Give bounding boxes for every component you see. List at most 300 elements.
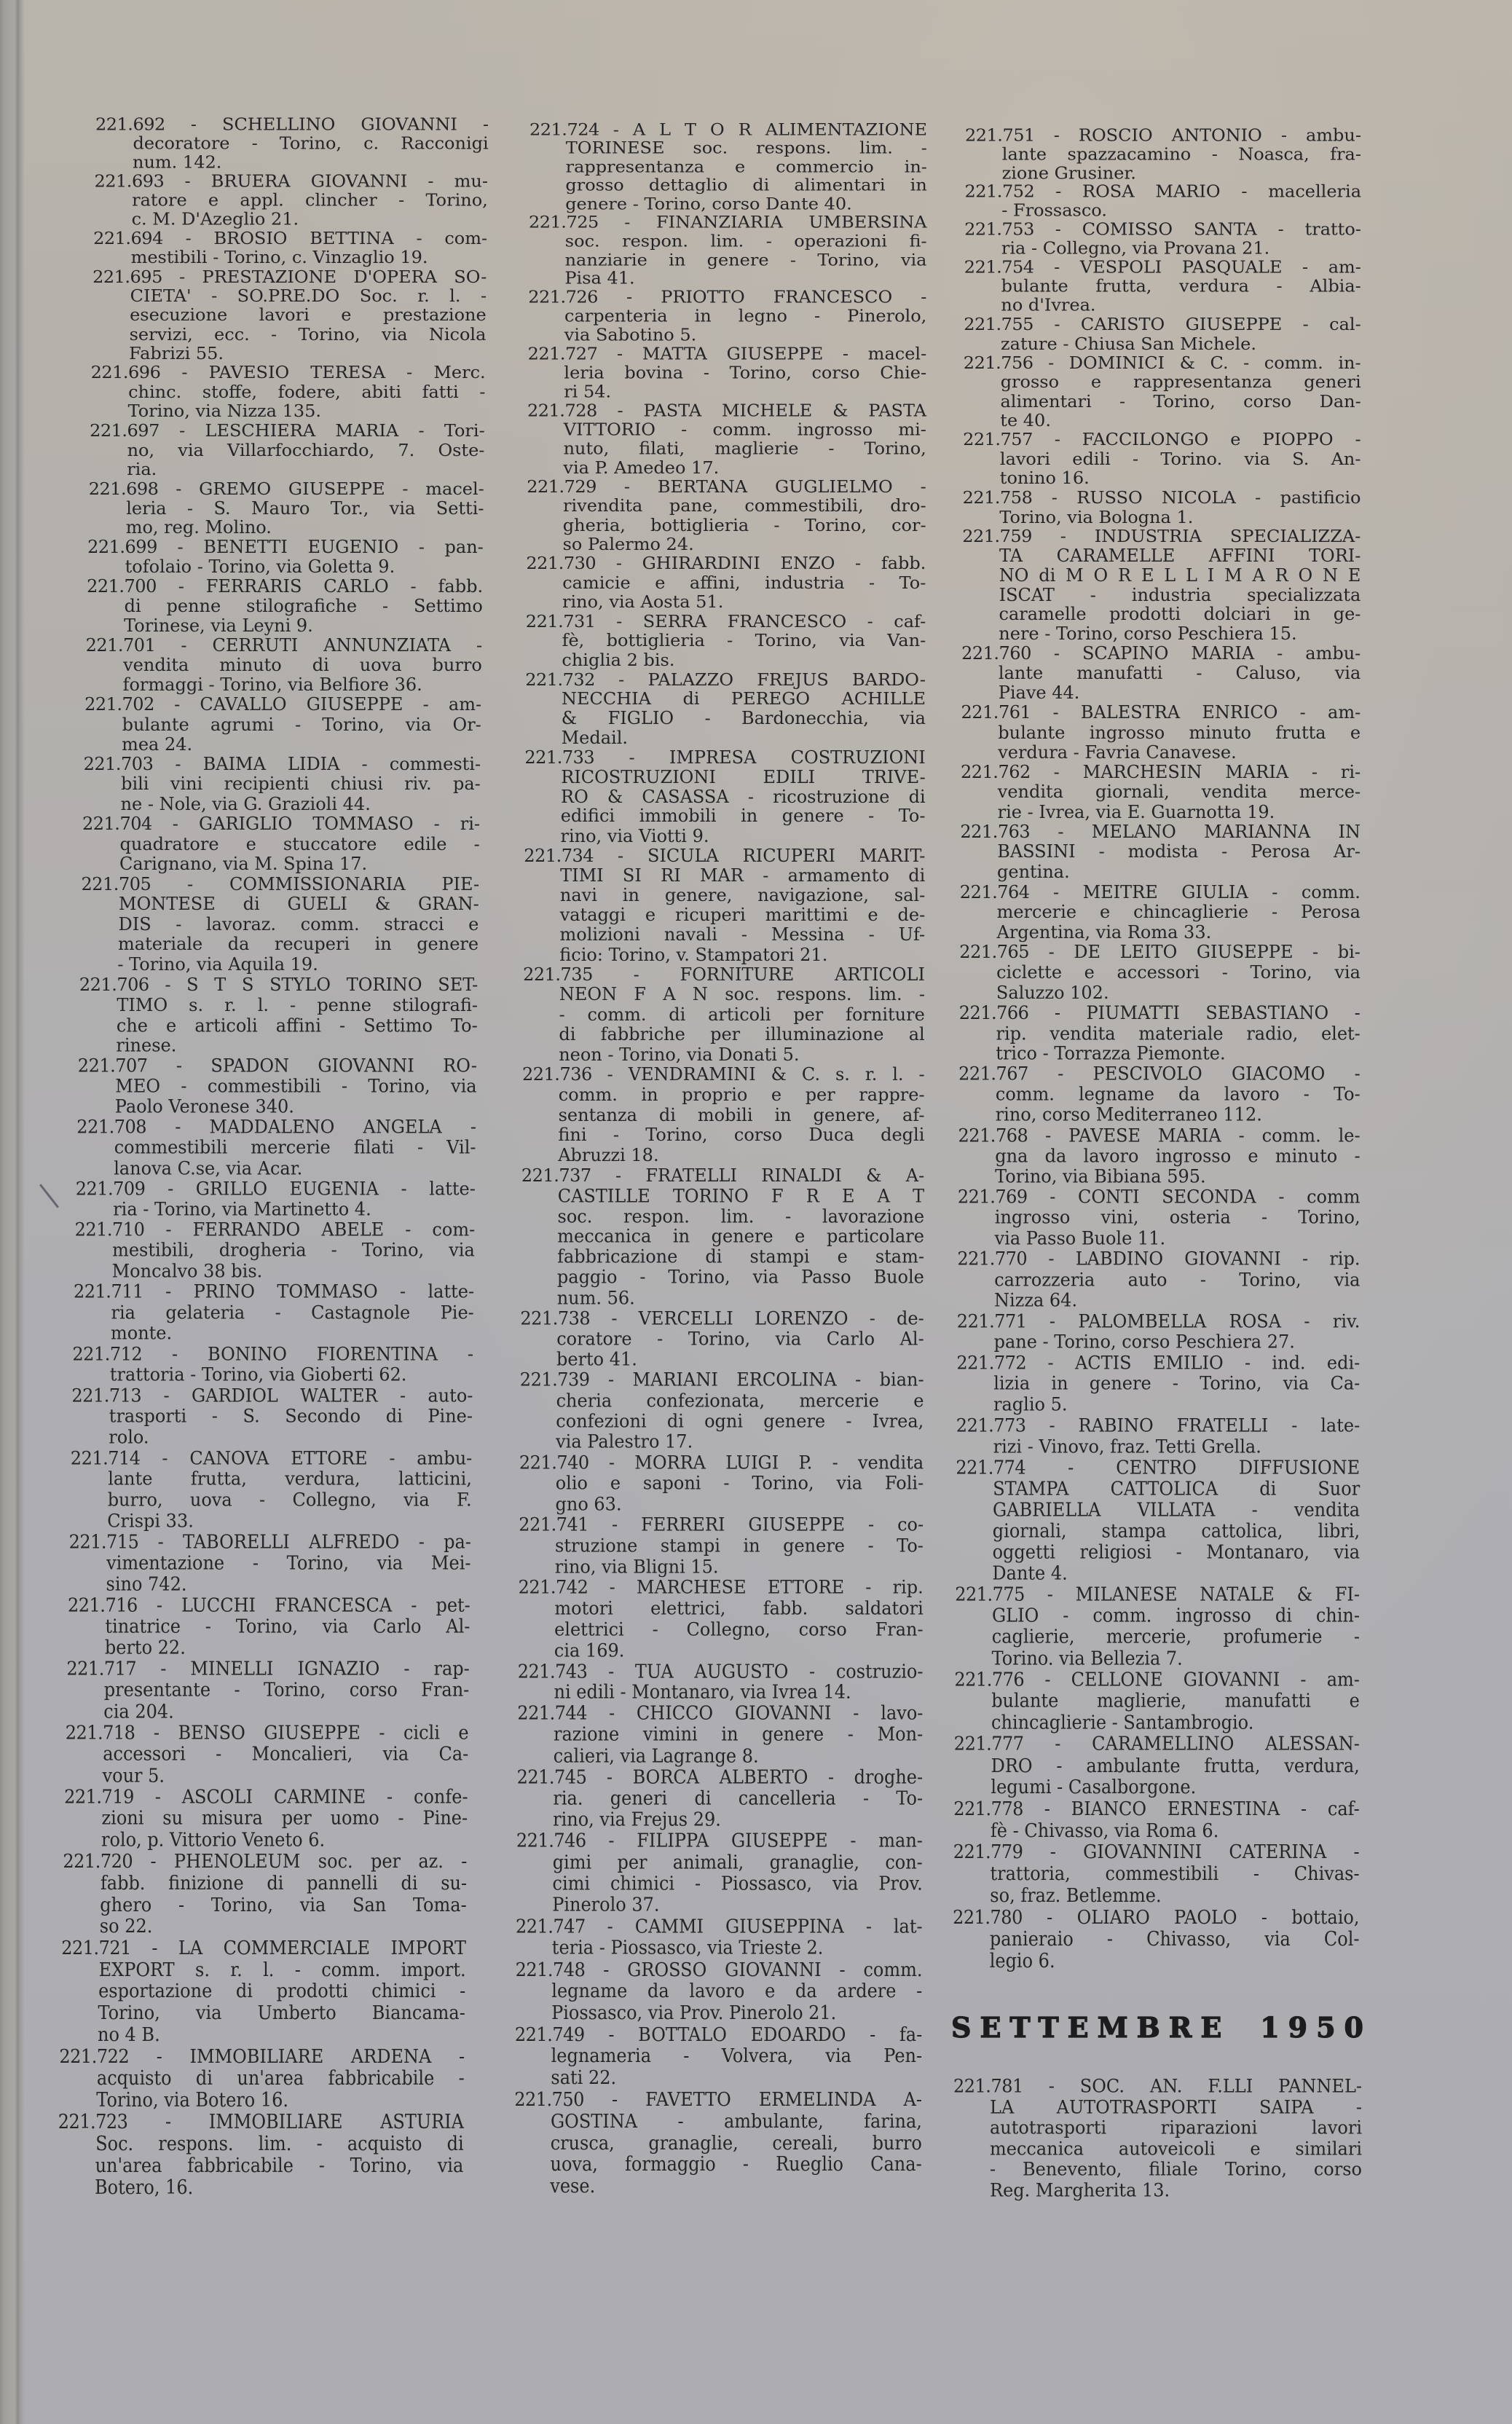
entry-line: DRO - ambulante frutta, verdura, (991, 1754, 1360, 1777)
entry-line: vimentazione - Torino, via Mei- (106, 1551, 471, 1574)
entry-line: gna da lavoro ingrosso e minuto - (995, 1145, 1361, 1167)
entry-number: 221.738 (520, 1307, 591, 1329)
entry-line: molizioni navali - Messina - Uf- (559, 924, 926, 945)
entry-first-line (953, 1798, 1360, 1820)
entry-line: leria bovina - Torino, corso Chie- (564, 363, 927, 382)
entry-title-text: - LABDINO GIOVANNI - rip. (1048, 1248, 1361, 1270)
entry-title-text: - BORCA ALBERTO - droghe- (606, 1766, 924, 1788)
entry-title-text: - GIOVANNINI CATERINA - (1050, 1840, 1360, 1863)
entry-line: cimi chimici - Piossasco, via Prov. (552, 1872, 923, 1895)
entry-line: NO di M O R E L L I M A R O N E (999, 564, 1361, 586)
entry-line: gno 63. (555, 1492, 622, 1515)
entry-title-text: - BENSO GIUSEPPE - cicli e (153, 1721, 469, 1744)
entry-line: so 22. (99, 1914, 153, 1937)
section-heading: SETTEMBRE 1950 (951, 2011, 1372, 2044)
entry-title-text: - PAVESIO TERESA - Merc. (181, 362, 486, 383)
entry-number: 221.713 (71, 1384, 142, 1406)
entry-line: raglio 5. (993, 1393, 1068, 1416)
entry-line: ria. (127, 459, 157, 480)
entry-first-line (954, 1733, 1360, 1755)
entry-title-text: - ROSA MARIO - macelleria (1055, 181, 1362, 202)
entry-line: tinatrice - Torino, via Carlo Al- (105, 1615, 470, 1637)
entry-line: mestibili - Torino, c. Vinzaglio 19. (130, 247, 428, 267)
entry-first-line (519, 1452, 924, 1473)
entry-first-line (524, 747, 925, 768)
entry-number: 221.692 (95, 114, 165, 135)
entry-line: berto 41. (556, 1348, 637, 1370)
entry-first-line (526, 554, 926, 573)
entry-first-line (528, 288, 926, 307)
entry-number: 221.761 (961, 702, 1031, 723)
entry-number: 221.781 (953, 2075, 1023, 2097)
entry-title-text: - DE LEITO GIUSEPPE - bi- (1048, 941, 1361, 963)
entry-title-text: - PESCIVOLO GIACOMO - (1058, 1063, 1361, 1085)
entry-number: 221.708 (76, 1116, 147, 1138)
entry-line: Dante 4. (992, 1562, 1068, 1584)
entry-line: vese. (550, 2174, 596, 2197)
entry-line: rinese. (116, 1034, 177, 1056)
entry-number: 221.744 (517, 1702, 588, 1725)
entry-line: vendita giornali, vendita merce- (997, 782, 1361, 803)
entry-title-text: - FORNITURE ARTICOLI (633, 964, 925, 985)
entry-number: 221.707 (77, 1055, 148, 1077)
entry-line: zioni su misura per uomo - Pine- (101, 1807, 468, 1830)
entry-first-line (960, 881, 1361, 902)
entry-line: Crispi 33. (107, 1510, 194, 1532)
entry-line: burro, uova - Collegno, via F. (107, 1489, 472, 1511)
entry-number: 221.766 (958, 1002, 1029, 1024)
entry-first-line (520, 1369, 924, 1390)
entry-title-text: - RABINO FRATELLI - late- (1049, 1414, 1361, 1436)
entry-line: bulante ingrosso minuto frutta e (998, 722, 1361, 743)
entry-first-line (64, 1786, 468, 1808)
entry-number: 221.742 (518, 1576, 588, 1599)
entry-number: 221.732 (525, 669, 595, 690)
entry-line: num. 142. (133, 152, 222, 173)
entry-line: Fabrizi 55. (129, 343, 224, 363)
entry-title-text: - CANOVA ETTORE - ambu- (162, 1447, 473, 1469)
entry-number: 221.739 (519, 1369, 590, 1390)
entry-line: Torino, via Bibiana 595. (995, 1165, 1206, 1187)
entry-line: Argentina, via Roma 33. (996, 921, 1212, 943)
entry-title-text: - PRIOTTO FRANCESCO - (626, 287, 927, 307)
entry-first-line (78, 1055, 477, 1077)
entry-number: 221.769 (957, 1186, 1028, 1208)
entry-number: 221.722 (59, 2045, 130, 2068)
entry-first-line (520, 1307, 924, 1329)
entry-line: edifici immobili in genere - To- (560, 806, 926, 827)
entry-number: 221.728 (527, 400, 597, 421)
entry-number: 221.748 (515, 1958, 586, 1981)
entry-first-line (82, 814, 480, 834)
entry-line: legnameria - Volvera, via Pen- (551, 2044, 923, 2067)
entry-title-text: - OLIARO PAOLO - bottaio, (1047, 1905, 1360, 1929)
entry-first-line (961, 643, 1361, 664)
entry-line: ni edili - Montanaro, via Ivrea 14. (554, 1681, 851, 1704)
entry-first-line (74, 1280, 474, 1302)
entry-title-text: - CAMMI GIUSEPPINA - lat- (607, 1915, 923, 1937)
entry-line: mestibili, drogheria - Torino, via (112, 1239, 475, 1262)
entry-first-line (528, 344, 927, 363)
entry-line: chincaglierie - Santambrogio. (991, 1711, 1254, 1734)
entry-title-text: - CHICCO GIOVANNI - lavo- (608, 1702, 924, 1725)
entry-number: 221.757 (963, 429, 1033, 450)
entry-line: Torino, via Nizza 135. (127, 401, 322, 422)
entry-line: no 4 B. (98, 2023, 160, 2046)
entry-line: teria - Piossasco, via Trieste 2. (551, 1936, 824, 1959)
entry-line: rie - Ivrea, via E. Guarnotta 19. (997, 801, 1275, 822)
entry-line: rappresentanza e commercio in- (565, 157, 927, 176)
entry-first-line (76, 1178, 476, 1199)
entry-line: trasporti - S. Secondo di Pine- (109, 1405, 473, 1428)
entry-line: bili vini recipienti chiusi riv. pa- (121, 774, 481, 795)
entry-number: 221.716 (68, 1594, 138, 1616)
entry-number: 221.779 (953, 1840, 1023, 1863)
entry-line: lante manufatti - Caluso, via (998, 663, 1361, 684)
entry-line: berto 22. (104, 1636, 186, 1659)
entry-title-text: - LUCCHI FRANCESCA - pet- (156, 1594, 470, 1616)
entry-number: 221.700 (87, 576, 157, 597)
entry-line: Abruzzi 18. (558, 1144, 659, 1166)
entry-title-text: - VENDRAMINI & C. s. r. l. - (607, 1063, 925, 1085)
entry-first-line (962, 526, 1361, 546)
entry-number: 221.718 (65, 1721, 135, 1744)
entry-line: gentina. (997, 861, 1070, 883)
entry-line: Pinerolo 37. (552, 1893, 660, 1916)
entry-line: ratore e appl. clincher - Torino, (132, 190, 488, 210)
entry-line: Moncalvo 38 bis. (111, 1260, 263, 1282)
entry-line: caramelle prodotti dolciari in ge- (999, 604, 1361, 625)
entry-line: GLIO - comm. ingrosso di chin- (992, 1604, 1360, 1627)
entry-line: tofolaio - Torino, via Goletta 9. (125, 556, 395, 578)
entry-number: 221.760 (961, 643, 1031, 664)
entry-title-text: - SPADON GIOVANNI RO- (176, 1055, 477, 1077)
entry-title-text: - DOMINICI & C. - comm. in- (1048, 353, 1361, 373)
entry-line: gheria, bottiglieria - Torino, cor- (562, 514, 926, 535)
entry-first-line (68, 1594, 470, 1616)
entry-line: legumi - Casalborgone. (991, 1775, 1197, 1798)
entry-line: bulante agrumi - Torino, via Or- (122, 714, 481, 735)
entry-title-text: - BRUERA GIOVANNI - mu- (184, 171, 488, 192)
entry-line: zione Grusiner. (1001, 163, 1136, 183)
entry-line: ingrosso vini, osteria - Torino, (994, 1206, 1361, 1229)
entry-line: meccanica autoveicoli e similari (990, 2137, 1362, 2160)
entry-first-line (529, 120, 927, 139)
entry-line: ne - Nole, via G. Grazioli 44. (120, 793, 371, 814)
entry-line: esportazione di prodotti chimici - (98, 1979, 466, 2002)
entry-line: mo, reg. Molino. (125, 517, 272, 538)
entry-first-line (516, 1830, 923, 1852)
entry-title-text: - MATTA GIUSEPPE - macel- (617, 344, 927, 364)
entry-line: rino, via Viotti 9. (560, 825, 709, 846)
entry-line: Pisa 41. (564, 268, 635, 288)
entry-line: mea 24. (122, 733, 193, 755)
entry-title-text: - TABORELLI ALFREDO - pa- (157, 1531, 471, 1553)
entry-line: RICOSTRUZIONI EDILI TRIVE- (561, 766, 926, 787)
entry-first-line (525, 669, 926, 690)
entry-line: lante frutta, verdura, latticini, (108, 1468, 472, 1490)
entry-title-text: - MINELLI IGNAZIO - rap- (160, 1658, 470, 1680)
entry-number: 221.720 (63, 1849, 133, 1873)
entry-line: carpenteria in legno - Pinerolo, (564, 306, 927, 326)
entry-line: ISCAT - industria specializzata (999, 584, 1361, 605)
entry-title-text: - VESPOLI PASQUALE - am- (1054, 257, 1361, 278)
entry-line: trattoria - Torino, via Gioberti 62. (109, 1364, 407, 1385)
entry-title-text: - PRINO TOMMASO - latte- (165, 1280, 475, 1302)
entry-title-text: - IMMOBILIARE ASTURIA (165, 2110, 464, 2133)
entry-number: 221.704 (82, 813, 152, 835)
entry-number: 221.772 (956, 1351, 1027, 1374)
entry-title-text: - ACTIS EMILIO - ind. edi- (1047, 1351, 1361, 1374)
entry-line: lante spazzacamino - Noasca, fra- (1001, 144, 1361, 165)
entry-title-text: - CONTI SECONDA - comm (1050, 1186, 1361, 1208)
entry-title-text: - PIUMATTI SEBASTIANO - (1054, 1002, 1361, 1024)
entry-number: 221.774 (956, 1456, 1026, 1479)
entry-line: Piave 44. (998, 682, 1080, 704)
entry-first-line (958, 1186, 1361, 1207)
entry-line: MEO - commestibili - Torino, via (115, 1075, 477, 1097)
entry-first-line (964, 220, 1361, 240)
entry-first-line (69, 1531, 471, 1553)
entry-title-text: - PALAZZO FREJUS BARDO- (618, 669, 926, 690)
entry-title-text: - S T S STYLO TORINO SET- (165, 974, 479, 996)
entry-first-line (89, 479, 484, 499)
entry-line: meccanica in genere e particolare (557, 1225, 924, 1247)
entry-line: trico - Torrazza Piemonte. (996, 1042, 1226, 1064)
entry-title-text: - MORRA LUIGI P. - vendita (608, 1451, 924, 1473)
entry-first-line (958, 1063, 1361, 1085)
entry-line: Medail. (561, 727, 629, 748)
entry-number: 221.756 (963, 353, 1033, 373)
entry-first-line (87, 537, 484, 557)
entry-number: 221.701 (85, 634, 156, 656)
entry-title-text: - FERRARIS CARLO - fabb. (178, 576, 484, 597)
entry-first-line (964, 258, 1361, 278)
entry-line: lanova C.se, via Acar. (114, 1157, 303, 1179)
entry-line: quadratore e stuccatore edile - (119, 833, 480, 854)
entry-line: TA CARAMELLE AFFINI TORI- (999, 546, 1361, 566)
entry-line: Torino, via Umberto Biancama- (98, 2001, 465, 2024)
entry-line: via P. Amedeo 17. (563, 457, 720, 478)
entry-line: di fabbriche per illuminazione al (559, 1023, 925, 1045)
entry-line: c. M. D'Azeglio 21. (131, 209, 299, 229)
entry-first-line (517, 1766, 924, 1787)
entry-first-line (529, 213, 927, 232)
entry-first-line (964, 353, 1361, 372)
entry-first-line (92, 267, 487, 286)
entry-line: autotrasporti riparazioni lavori (990, 2117, 1362, 2138)
entry-title-text: - MARCHESE ETTORE - rip. (609, 1576, 924, 1599)
entry-line: num. 56. (556, 1286, 635, 1309)
entry-first-line (59, 2045, 465, 2067)
entry-title-text: - GREMO GIUSEPPE - macel- (176, 479, 484, 499)
entry-number: 221.695 (92, 266, 162, 287)
entry-number: 221.745 (516, 1766, 587, 1788)
entry-title-text: - FILIPPA GIUSEPPE - man- (608, 1830, 923, 1852)
entry-line: no d'Ivrea. (1001, 295, 1096, 315)
entry-title-text: - LA COMMERCIALE IMPORT (151, 1936, 466, 1959)
entry-first-line (523, 964, 925, 985)
entry-first-line (71, 1385, 473, 1406)
entry-line: navi in genere, navigazione, sal- (559, 884, 926, 905)
entry-number: 221.698 (88, 479, 159, 499)
entry-number: 221.702 (84, 694, 154, 715)
entry-line: rip. vendita materiale radio, elet- (996, 1023, 1361, 1044)
entry-number: 221.752 (964, 181, 1035, 202)
entry-line: decoratore - Torino, c. Racconigi (133, 133, 489, 154)
entry-line: confezioni di ogni genere - Ivrea, (556, 1410, 924, 1432)
entry-title-text: - FACCILONGO e PIOPPO - (1054, 429, 1361, 450)
entry-line: elettrici - Collegno, corso Fran- (554, 1618, 924, 1640)
entry-line: - comm. di articoli per forniture (559, 1004, 925, 1025)
entry-number: 221.763 (960, 821, 1031, 843)
entry-title-text: - CELLONE GIOVANNI - am- (1044, 1668, 1360, 1691)
entry-line: formaggi - Torino, via Belfiore 36. (122, 674, 422, 696)
entry-line: soc. respon. lim. - operazioni fi- (564, 231, 927, 251)
entry-number: 221.729 (527, 476, 596, 497)
entry-line: te 40. (1000, 410, 1051, 430)
entry-line: tonino 16. (999, 468, 1090, 489)
entry-title-text: - GROSSO GIOVANNI - comm. (603, 1958, 923, 1981)
entry-line: BASSINI - modista - Perosa Ar- (997, 841, 1361, 862)
entry-line: lavori edili - Torino. via S. An- (999, 449, 1361, 469)
entry-first-line (956, 1414, 1360, 1436)
entry-first-line (84, 754, 481, 774)
entry-line: fini - Torino, corso Duca degli (558, 1124, 925, 1146)
entry-first-line (79, 974, 478, 995)
entry-title-text: - LESCHIERA MARIA - Tori- (179, 420, 485, 441)
entry-number: 221.753 (964, 219, 1034, 240)
entry-number: 221.723 (58, 2110, 128, 2133)
entry-title-text: - ASCOLI CARMINE - confe- (154, 1785, 468, 1809)
entry-number: 221.731 (525, 610, 596, 631)
entry-number: 221.750 (514, 2087, 584, 2111)
entry-line: Torino, via Botero 16. (96, 2088, 289, 2112)
entry-line: comm. in proprio e per rappre- (558, 1084, 925, 1106)
entry-line: nanziarie in genere - Torino, via (564, 250, 927, 269)
entry-line: di penne stilografiche - Settimo (124, 595, 483, 616)
entry-title-text: - MADDALENO ANGELA - (175, 1116, 476, 1138)
entry-title-text: - BONINO FIORENTINA - (172, 1342, 473, 1365)
entry-first-line (953, 2075, 1362, 2097)
entry-number: 221.741 (519, 1514, 589, 1536)
entry-number: 221.717 (66, 1658, 137, 1680)
entry-line: via Passo Buole 11. (994, 1227, 1166, 1249)
entry-number: 221.693 (94, 171, 165, 192)
entry-title-text: - BERTANA GUGLIELMO - (623, 476, 926, 497)
entry-number: 221.758 (962, 487, 1033, 508)
entry-number: 221.749 (514, 2023, 585, 2045)
entry-line: oggetti religiosi - Montanaro, via (992, 1540, 1361, 1563)
entry-first-line (961, 702, 1361, 723)
entry-line: TIMI SI RI MAR - armamento di (560, 865, 926, 886)
entry-line: cheria confezionata, mercerie e (556, 1389, 924, 1412)
entry-first-line (959, 942, 1361, 963)
entry-number: 221.699 (87, 537, 157, 558)
entry-line: EXPORT s. r. l. - comm. import. (98, 1958, 466, 1980)
entry-title-text: - PALOMBELLA ROSA - riv. (1049, 1310, 1361, 1332)
entry-line: ri 54. (564, 382, 612, 401)
entry-first-line (527, 401, 926, 420)
entry-first-line (66, 1722, 469, 1744)
entry-line: DIS - lavoraz. comm. stracci e (118, 913, 479, 935)
entry-number: 221.696 (90, 362, 161, 383)
entry-title-text: - BOTTALO EDOARDO - fa- (608, 2023, 923, 2045)
entry-title-text: - CARAMELLINO ALESSAN- (1055, 1732, 1360, 1755)
entry-line: MONTESE di GUELI & GRAN- (119, 893, 479, 915)
entry-number: 221.730 (526, 553, 596, 573)
entry-first-line (71, 1447, 473, 1469)
entry-line: fabbricazione di stampi e stam- (557, 1246, 924, 1267)
entry-line: monte. (111, 1322, 173, 1344)
page-binding-edge (0, 0, 25, 2424)
entry-line: razione vimini in genere - Mon- (554, 1723, 924, 1746)
entry-first-line (524, 845, 925, 865)
entry-first-line (964, 315, 1361, 334)
entry-line: presentante - Torino, corso Fran- (103, 1679, 470, 1701)
entry-title-text: - ROSCIO ANTONIO - ambu- (1053, 125, 1361, 146)
entry-line: sati 22. (551, 2066, 617, 2089)
entry-number: 221.736 (522, 1063, 592, 1085)
entry-number: 221.735 (523, 964, 593, 985)
entry-first-line (75, 1219, 476, 1240)
entry-number: 221.770 (957, 1248, 1028, 1270)
entry-line: Torino. via Bellezia 7. (991, 1647, 1183, 1669)
entry-number: 221.724 (529, 119, 599, 140)
entry-title-text: - FERRERI GIUSEPPE - co- (612, 1514, 924, 1536)
entry-line: so Palermo 24. (562, 534, 694, 554)
entry-line: rino, via Aosta 51. (562, 591, 724, 612)
entry-first-line (957, 1248, 1360, 1269)
entry-line: cia 204. (103, 1700, 174, 1723)
entry-line: via Sabotino 5. (564, 325, 697, 345)
entry-number: 221.743 (517, 1660, 588, 1683)
entry-first-line (526, 611, 926, 631)
entry-line: Torinese, via Leyni 9. (124, 615, 313, 636)
entry-title-text: - GARDIOL WALTER - auto- (163, 1384, 473, 1406)
entry-line: - Frossasco. (1001, 200, 1107, 221)
entry-title-text: - SERRA FRANCESCO - caf- (616, 610, 926, 631)
entry-title-text: - VERCELLI LORENZO - de- (611, 1307, 924, 1329)
entry-title-text: - CARISTO GIUSEPPE - cal- (1054, 314, 1361, 334)
entry-first-line (519, 1514, 924, 1535)
entry-line: coratore - Torino, via Carlo Al- (556, 1328, 924, 1350)
entry-number: 221.703 (83, 753, 154, 775)
entry-first-line (965, 126, 1361, 146)
entry-line: che e articoli affini - Settimo To- (116, 1015, 478, 1036)
entry-first-line (86, 635, 483, 656)
entry-line: trattoria, commestibili - Chivas- (990, 1862, 1360, 1885)
entry-line: grosso e rappresentanza generi (1000, 371, 1361, 392)
entry-line: neon - Torino, via Donati 5. (559, 1044, 800, 1065)
entry-line: Carignano, via M. Spina 17. (119, 853, 368, 875)
entry-line: servizi, ecc. - Torino, via Nicola (129, 323, 487, 345)
entry-number: 221.706 (79, 974, 149, 996)
entry-line: alimentari - Torino, corso Dan- (1000, 390, 1361, 412)
entry-first-line (961, 762, 1361, 782)
entry-line: Nizza 64. (994, 1289, 1078, 1311)
entry-first-line (527, 476, 926, 496)
entry-first-line (957, 1310, 1361, 1332)
entry-line: bulante frutta, verdura - Albia- (1001, 276, 1361, 296)
entry-line: fabb. finizione di pannelli di su- (100, 1871, 468, 1894)
entry-line: LA AUTOTRASPORTI SAIPA - (990, 2096, 1362, 2118)
entry-title-text: - SOC. AN. F.LLI PANNEL- (1048, 2075, 1362, 2097)
entry-number: 221.754 (964, 257, 1034, 278)
entry-line: vour 5. (102, 1764, 165, 1787)
entry-number: 221.768 (958, 1124, 1028, 1146)
entry-line: TIMO s. r. l. - penne stilografi- (117, 994, 478, 1016)
